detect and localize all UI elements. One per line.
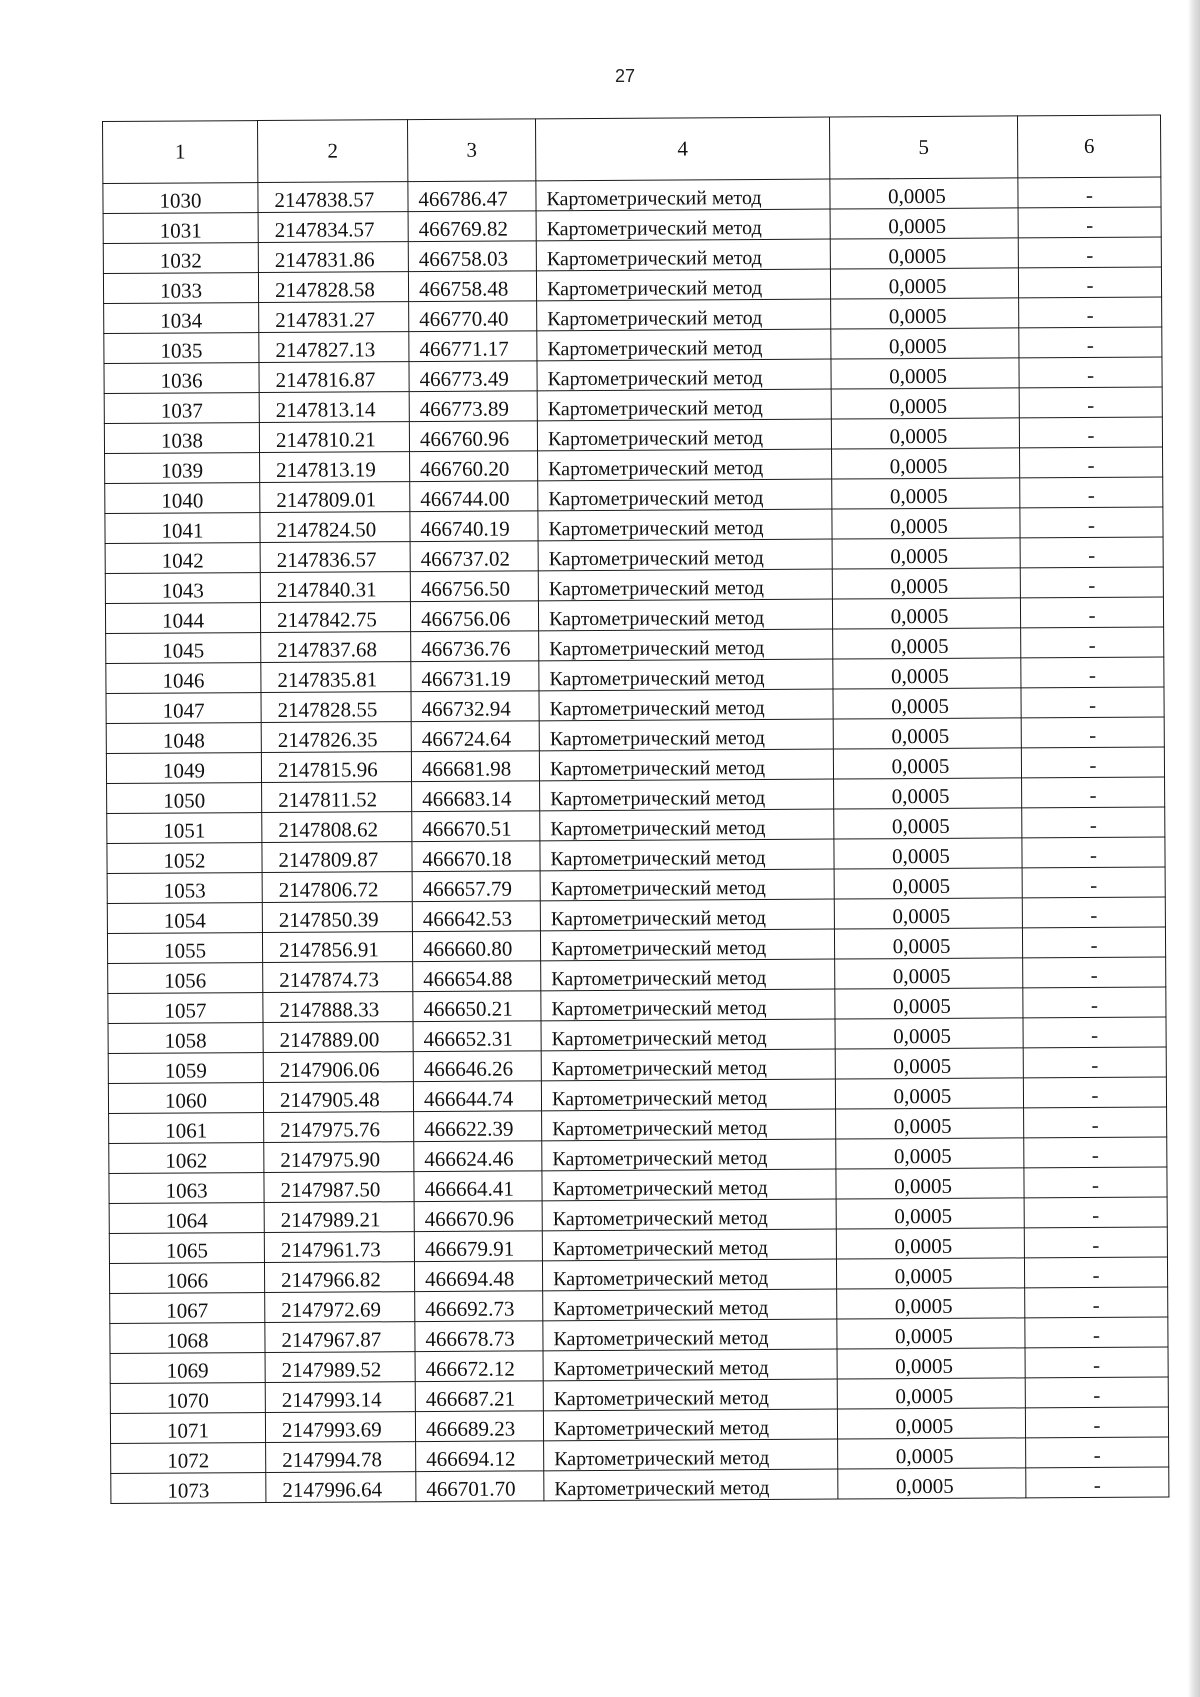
method-cell: Картометрический метод bbox=[544, 1469, 838, 1501]
y-coordinate-cell: 466670.51 bbox=[412, 811, 540, 842]
note-cell: - bbox=[1025, 1287, 1168, 1318]
x-coordinate-cell: 2147838.57 bbox=[258, 182, 408, 213]
scan-edge-shadow bbox=[1188, 0, 1200, 1697]
x-coordinate-cell: 2147889.00 bbox=[263, 1022, 413, 1053]
accuracy-cell: 0,0005 bbox=[830, 178, 1018, 209]
x-coordinate-cell: 2147987.50 bbox=[264, 1172, 414, 1203]
point-number-cell: 1040 bbox=[105, 483, 260, 514]
note-cell: - bbox=[1018, 177, 1161, 208]
x-coordinate-cell: 2147996.64 bbox=[266, 1472, 416, 1503]
x-coordinate-cell: 2147816.87 bbox=[259, 362, 409, 393]
column-header-2: 2 bbox=[258, 120, 408, 183]
x-coordinate-cell: 2147975.76 bbox=[264, 1112, 414, 1143]
note-cell: - bbox=[1023, 1077, 1166, 1108]
method-cell: Картометрический метод bbox=[542, 1259, 836, 1291]
x-coordinate-cell: 2147809.01 bbox=[260, 482, 410, 513]
y-coordinate-cell: 466773.49 bbox=[409, 361, 537, 392]
method-cell: Картометрический метод bbox=[538, 509, 832, 541]
x-coordinate-cell: 2147834.57 bbox=[258, 212, 408, 243]
note-cell: - bbox=[1018, 267, 1161, 298]
accuracy-cell: 0,0005 bbox=[833, 628, 1021, 659]
note-cell: - bbox=[1022, 927, 1165, 958]
accuracy-cell: 0,0005 bbox=[832, 508, 1020, 539]
note-cell: - bbox=[1025, 1347, 1168, 1378]
x-coordinate-cell: 2147842.75 bbox=[260, 602, 410, 633]
method-cell: Картометрический метод bbox=[538, 479, 832, 511]
method-cell: Картометрический метод bbox=[538, 569, 832, 601]
x-coordinate-cell: 2147874.73 bbox=[263, 962, 413, 993]
accuracy-cell: 0,0005 bbox=[832, 598, 1020, 629]
note-cell: - bbox=[1021, 747, 1164, 778]
accuracy-cell: 0,0005 bbox=[831, 358, 1019, 389]
method-cell: Картометрический метод bbox=[540, 779, 834, 811]
accuracy-cell: 0,0005 bbox=[834, 778, 1022, 809]
point-number-cell: 1057 bbox=[108, 993, 263, 1024]
note-cell: - bbox=[1022, 837, 1165, 868]
point-number-cell: 1061 bbox=[109, 1113, 264, 1144]
method-cell: Картометрический метод bbox=[537, 359, 831, 391]
method-cell: Картометрический метод bbox=[542, 1229, 836, 1261]
y-coordinate-cell: 466756.50 bbox=[410, 571, 538, 602]
y-coordinate-cell: 466769.82 bbox=[408, 211, 536, 242]
y-coordinate-cell: 466622.39 bbox=[414, 1111, 542, 1142]
point-number-cell: 1058 bbox=[108, 1023, 263, 1054]
point-number-cell: 1063 bbox=[109, 1173, 264, 1204]
accuracy-cell: 0,0005 bbox=[834, 838, 1022, 869]
method-cell: Картометрический метод bbox=[539, 719, 833, 751]
method-cell: Картометрический метод bbox=[539, 629, 833, 661]
note-cell: - bbox=[1022, 777, 1165, 808]
accuracy-cell: 0,0005 bbox=[834, 898, 1022, 929]
point-number-cell: 1046 bbox=[106, 663, 261, 694]
y-coordinate-cell: 466786.47 bbox=[408, 181, 536, 212]
x-coordinate-cell: 2147831.86 bbox=[258, 242, 408, 273]
point-number-cell: 1050 bbox=[107, 783, 262, 814]
y-coordinate-cell: 466652.31 bbox=[413, 1021, 541, 1052]
accuracy-cell: 0,0005 bbox=[834, 868, 1022, 899]
method-cell: Картометрический метод bbox=[543, 1409, 837, 1441]
accuracy-cell: 0,0005 bbox=[830, 238, 1018, 269]
accuracy-cell: 0,0005 bbox=[832, 538, 1020, 569]
point-number-cell: 1044 bbox=[105, 603, 260, 634]
x-coordinate-cell: 2147837.68 bbox=[261, 632, 411, 663]
point-number-cell: 1072 bbox=[111, 1443, 266, 1474]
y-coordinate-cell: 466694.48 bbox=[414, 1261, 542, 1292]
x-coordinate-cell: 2147967.87 bbox=[265, 1322, 415, 1353]
note-cell: - bbox=[1020, 537, 1163, 568]
method-cell: Картометрический метод bbox=[540, 869, 834, 901]
point-number-cell: 1041 bbox=[105, 513, 260, 544]
point-number-cell: 1045 bbox=[106, 633, 261, 664]
point-number-cell: 1035 bbox=[104, 333, 259, 364]
x-coordinate-cell: 2147850.39 bbox=[262, 902, 412, 933]
x-coordinate-cell: 2147966.82 bbox=[264, 1262, 414, 1293]
y-coordinate-cell: 466672.12 bbox=[415, 1351, 543, 1382]
x-coordinate-cell: 2147975.90 bbox=[264, 1142, 414, 1173]
accuracy-cell: 0,0005 bbox=[838, 1468, 1026, 1499]
y-coordinate-cell: 466692.73 bbox=[415, 1291, 543, 1322]
accuracy-cell: 0,0005 bbox=[830, 208, 1018, 239]
point-number-cell: 1054 bbox=[107, 903, 262, 934]
point-number-cell: 1073 bbox=[111, 1473, 266, 1504]
x-coordinate-cell: 2147906.06 bbox=[263, 1052, 413, 1083]
point-number-cell: 1048 bbox=[106, 723, 261, 754]
point-number-cell: 1059 bbox=[108, 1053, 263, 1084]
accuracy-cell: 0,0005 bbox=[835, 1048, 1023, 1079]
note-cell: - bbox=[1022, 807, 1165, 838]
accuracy-cell: 0,0005 bbox=[833, 718, 1021, 749]
note-cell: - bbox=[1019, 327, 1162, 358]
point-number-cell: 1055 bbox=[107, 933, 262, 964]
x-coordinate-cell: 2147827.13 bbox=[259, 332, 409, 363]
accuracy-cell: 0,0005 bbox=[833, 688, 1021, 719]
method-cell: Картометрический метод bbox=[536, 179, 830, 211]
note-cell: - bbox=[1024, 1227, 1167, 1258]
x-coordinate-cell: 2147835.81 bbox=[261, 662, 411, 693]
method-cell: Картометрический метод bbox=[541, 989, 835, 1021]
point-number-cell: 1071 bbox=[110, 1413, 265, 1444]
point-number-cell: 1032 bbox=[103, 243, 258, 274]
accuracy-cell: 0,0005 bbox=[836, 1168, 1024, 1199]
method-cell: Картометрический метод bbox=[537, 419, 831, 451]
method-cell: Картометрический метод bbox=[540, 809, 834, 841]
point-number-cell: 1053 bbox=[107, 873, 262, 904]
method-cell: Картометрический метод bbox=[538, 599, 832, 631]
accuracy-cell: 0,0005 bbox=[834, 928, 1022, 959]
point-number-cell: 1067 bbox=[110, 1293, 265, 1324]
y-coordinate-cell: 466642.53 bbox=[412, 901, 540, 932]
accuracy-cell: 0,0005 bbox=[835, 988, 1023, 1019]
note-cell: - bbox=[1024, 1137, 1167, 1168]
method-cell: Картометрический метод bbox=[538, 539, 832, 571]
method-cell: Картометрический метод bbox=[540, 839, 834, 871]
x-coordinate-cell: 2147809.87 bbox=[262, 842, 412, 873]
point-number-cell: 1064 bbox=[109, 1203, 264, 1234]
y-coordinate-cell: 466758.48 bbox=[408, 271, 536, 302]
point-number-cell: 1062 bbox=[109, 1143, 264, 1174]
accuracy-cell: 0,0005 bbox=[836, 1138, 1024, 1169]
x-coordinate-cell: 2147856.91 bbox=[262, 932, 412, 963]
y-coordinate-cell: 466771.17 bbox=[409, 331, 537, 362]
method-cell: Картометрический метод bbox=[542, 1139, 836, 1171]
point-number-cell: 1039 bbox=[105, 453, 260, 484]
point-number-cell: 1034 bbox=[104, 303, 259, 334]
x-coordinate-cell: 2147813.19 bbox=[260, 452, 410, 483]
y-coordinate-cell: 466760.20 bbox=[410, 451, 538, 482]
method-cell: Картометрический метод bbox=[539, 659, 833, 691]
point-number-cell: 1051 bbox=[107, 813, 262, 844]
point-number-cell: 1070 bbox=[110, 1383, 265, 1414]
point-number-cell: 1042 bbox=[105, 543, 260, 574]
y-coordinate-cell: 466731.19 bbox=[411, 661, 539, 692]
method-cell: Картометрический метод bbox=[537, 389, 831, 421]
x-coordinate-cell: 2147989.21 bbox=[264, 1202, 414, 1233]
x-coordinate-cell: 2147840.31 bbox=[260, 572, 410, 603]
note-cell: - bbox=[1025, 1377, 1168, 1408]
x-coordinate-cell: 2147808.62 bbox=[262, 812, 412, 843]
y-coordinate-cell: 466644.74 bbox=[413, 1081, 541, 1112]
x-coordinate-cell: 2147828.58 bbox=[258, 272, 408, 303]
note-cell: - bbox=[1021, 717, 1164, 748]
y-coordinate-cell: 466770.40 bbox=[409, 301, 537, 332]
method-cell: Картометрический метод bbox=[537, 299, 831, 331]
column-header-3: 3 bbox=[407, 119, 535, 182]
note-cell: - bbox=[1020, 507, 1163, 538]
accuracy-cell: 0,0005 bbox=[837, 1318, 1025, 1349]
y-coordinate-cell: 466760.96 bbox=[409, 421, 537, 452]
note-cell: - bbox=[1026, 1467, 1169, 1498]
point-number-cell: 1066 bbox=[109, 1263, 264, 1294]
column-header-5: 5 bbox=[829, 116, 1017, 179]
column-header-1: 1 bbox=[103, 121, 258, 184]
method-cell: Картометрический метод bbox=[542, 1199, 836, 1231]
method-cell: Картометрический метод bbox=[540, 929, 834, 961]
y-coordinate-cell: 466740.19 bbox=[410, 511, 538, 542]
y-coordinate-cell: 466681.98 bbox=[411, 751, 539, 782]
y-coordinate-cell: 466664.41 bbox=[414, 1171, 542, 1202]
note-cell: - bbox=[1019, 357, 1162, 388]
point-number-cell: 1030 bbox=[103, 183, 258, 214]
point-number-cell: 1038 bbox=[104, 423, 259, 454]
point-number-cell: 1037 bbox=[104, 393, 259, 424]
note-cell: - bbox=[1020, 597, 1163, 628]
x-coordinate-cell: 2147810.21 bbox=[259, 422, 409, 453]
y-coordinate-cell: 466683.14 bbox=[412, 781, 540, 812]
y-coordinate-cell: 466773.89 bbox=[409, 391, 537, 422]
method-cell: Картометрический метод bbox=[539, 689, 833, 721]
coordinates-table bbox=[102, 115, 1169, 1504]
header-row bbox=[103, 115, 1161, 183]
method-cell: Картометрический метод bbox=[536, 209, 830, 241]
point-number-cell: 1069 bbox=[110, 1353, 265, 1384]
point-number-cell: 1047 bbox=[106, 693, 261, 724]
y-coordinate-cell: 466687.21 bbox=[415, 1381, 543, 1412]
x-coordinate-cell: 2147813.14 bbox=[259, 392, 409, 423]
note-cell: - bbox=[1025, 1407, 1168, 1438]
accuracy-cell: 0,0005 bbox=[832, 448, 1020, 479]
accuracy-cell: 0,0005 bbox=[831, 388, 1019, 419]
note-cell: - bbox=[1023, 1047, 1166, 1078]
method-cell: Картометрический метод bbox=[541, 1079, 835, 1111]
accuracy-cell: 0,0005 bbox=[836, 1258, 1024, 1289]
x-coordinate-cell: 2147888.33 bbox=[263, 992, 413, 1023]
y-coordinate-cell: 466732.94 bbox=[411, 691, 539, 722]
table-body bbox=[103, 177, 1169, 1503]
accuracy-cell: 0,0005 bbox=[837, 1288, 1025, 1319]
accuracy-cell: 0,0005 bbox=[835, 958, 1023, 989]
accuracy-cell: 0,0005 bbox=[837, 1348, 1025, 1379]
y-coordinate-cell: 466650.21 bbox=[413, 991, 541, 1022]
accuracy-cell: 0,0005 bbox=[832, 478, 1020, 509]
table-header bbox=[103, 115, 1161, 183]
x-coordinate-cell: 2147824.50 bbox=[260, 512, 410, 543]
y-coordinate-cell: 466736.76 bbox=[411, 631, 539, 662]
x-coordinate-cell: 2147811.52 bbox=[262, 782, 412, 813]
y-coordinate-cell: 466689.23 bbox=[415, 1411, 543, 1442]
method-cell: Картометрический метод bbox=[536, 269, 830, 301]
accuracy-cell: 0,0005 bbox=[830, 268, 1018, 299]
method-cell: Картометрический метод bbox=[537, 329, 831, 361]
note-cell: - bbox=[1023, 987, 1166, 1018]
y-coordinate-cell: 466694.12 bbox=[416, 1441, 544, 1472]
column-header-4: 4 bbox=[535, 117, 829, 181]
method-cell: Картометрический метод bbox=[543, 1379, 837, 1411]
accuracy-cell: 0,0005 bbox=[831, 298, 1019, 329]
y-coordinate-cell: 466657.79 bbox=[412, 871, 540, 902]
note-cell: - bbox=[1018, 237, 1161, 268]
note-cell: - bbox=[1019, 297, 1162, 328]
method-cell: Картометрический метод bbox=[541, 1049, 835, 1081]
point-number-cell: 1052 bbox=[107, 843, 262, 874]
x-coordinate-cell: 2147815.96 bbox=[261, 752, 411, 783]
method-cell: Картометрический метод bbox=[539, 749, 833, 781]
note-cell: - bbox=[1020, 477, 1163, 508]
note-cell: - bbox=[1025, 1317, 1168, 1348]
y-coordinate-cell: 466654.88 bbox=[413, 961, 541, 992]
y-coordinate-cell: 466660.80 bbox=[412, 931, 540, 962]
note-cell: - bbox=[1020, 447, 1163, 478]
note-cell: - bbox=[1022, 867, 1165, 898]
method-cell: Картометрический метод bbox=[540, 899, 834, 931]
accuracy-cell: 0,0005 bbox=[837, 1378, 1025, 1409]
x-coordinate-cell: 2147828.55 bbox=[261, 692, 411, 723]
note-cell: - bbox=[1024, 1167, 1167, 1198]
accuracy-cell: 0,0005 bbox=[836, 1198, 1024, 1229]
y-coordinate-cell: 466670.18 bbox=[412, 841, 540, 872]
point-number-cell: 1033 bbox=[103, 273, 258, 304]
x-coordinate-cell: 2147994.78 bbox=[266, 1442, 416, 1473]
note-cell: - bbox=[1021, 687, 1164, 718]
x-coordinate-cell: 2147806.72 bbox=[262, 872, 412, 903]
point-number-cell: 1068 bbox=[110, 1323, 265, 1354]
note-cell: - bbox=[1020, 567, 1163, 598]
x-coordinate-cell: 2147836.57 bbox=[260, 542, 410, 573]
method-cell: Картометрический метод bbox=[542, 1109, 836, 1141]
point-number-cell: 1056 bbox=[108, 963, 263, 994]
accuracy-cell: 0,0005 bbox=[834, 808, 1022, 839]
y-coordinate-cell: 466678.73 bbox=[415, 1321, 543, 1352]
accuracy-cell: 0,0005 bbox=[831, 328, 1019, 359]
method-cell: Картометрический метод bbox=[543, 1349, 837, 1381]
note-cell: - bbox=[1021, 657, 1164, 688]
accuracy-cell: 0,0005 bbox=[833, 658, 1021, 689]
point-number-cell: 1036 bbox=[104, 363, 259, 394]
x-coordinate-cell: 2147993.69 bbox=[265, 1412, 415, 1443]
accuracy-cell: 0,0005 bbox=[832, 568, 1020, 599]
note-cell: - bbox=[1021, 627, 1164, 658]
accuracy-cell: 0,0005 bbox=[835, 1018, 1023, 1049]
y-coordinate-cell: 466646.26 bbox=[413, 1051, 541, 1082]
method-cell: Картометрический метод bbox=[536, 239, 830, 271]
x-coordinate-cell: 2147826.35 bbox=[261, 722, 411, 753]
x-coordinate-cell: 2147905.48 bbox=[263, 1082, 413, 1113]
note-cell: - bbox=[1019, 417, 1162, 448]
note-cell: - bbox=[1023, 957, 1166, 988]
accuracy-cell: 0,0005 bbox=[831, 418, 1019, 449]
method-cell: Картометрический метод bbox=[542, 1169, 836, 1201]
accuracy-cell: 0,0005 bbox=[833, 748, 1021, 779]
y-coordinate-cell: 466744.00 bbox=[410, 481, 538, 512]
y-coordinate-cell: 466737.02 bbox=[410, 541, 538, 572]
y-coordinate-cell: 466724.64 bbox=[411, 721, 539, 752]
method-cell: Картометрический метод bbox=[541, 1019, 835, 1051]
method-cell: Картометрический метод bbox=[538, 449, 832, 481]
accuracy-cell: 0,0005 bbox=[838, 1438, 1026, 1469]
x-coordinate-cell: 2147993.14 bbox=[265, 1382, 415, 1413]
x-coordinate-cell: 2147961.73 bbox=[264, 1232, 414, 1263]
y-coordinate-cell: 466624.46 bbox=[414, 1141, 542, 1172]
method-cell: Картометрический метод bbox=[543, 1289, 837, 1321]
column-header-6: 6 bbox=[1017, 115, 1160, 178]
y-coordinate-cell: 466756.06 bbox=[410, 601, 538, 632]
accuracy-cell: 0,0005 bbox=[836, 1108, 1024, 1139]
accuracy-cell: 0,0005 bbox=[837, 1408, 1025, 1439]
note-cell: - bbox=[1023, 1017, 1166, 1048]
y-coordinate-cell: 466701.70 bbox=[416, 1471, 544, 1502]
method-cell: Картометрический метод bbox=[541, 959, 835, 991]
table-row bbox=[111, 1467, 1169, 1503]
note-cell: - bbox=[1024, 1197, 1167, 1228]
point-number-cell: 1060 bbox=[108, 1083, 263, 1114]
point-number-cell: 1049 bbox=[106, 753, 261, 784]
note-cell: - bbox=[1026, 1437, 1169, 1468]
note-cell: - bbox=[1022, 897, 1165, 928]
page-number: 27 bbox=[614, 66, 636, 86]
point-number-cell: 1043 bbox=[105, 573, 260, 604]
accuracy-cell: 0,0005 bbox=[835, 1078, 1023, 1109]
note-cell: - bbox=[1019, 387, 1162, 418]
method-cell: Картометрический метод bbox=[543, 1319, 837, 1351]
note-cell: - bbox=[1018, 207, 1161, 238]
y-coordinate-cell: 466679.91 bbox=[414, 1231, 542, 1262]
point-number-cell: 1031 bbox=[103, 213, 258, 244]
accuracy-cell: 0,0005 bbox=[836, 1228, 1024, 1259]
x-coordinate-cell: 2147989.52 bbox=[265, 1352, 415, 1383]
note-cell: - bbox=[1024, 1107, 1167, 1138]
x-coordinate-cell: 2147831.27 bbox=[259, 302, 409, 333]
y-coordinate-cell: 466758.03 bbox=[408, 241, 536, 272]
method-cell: Картометрический метод bbox=[544, 1439, 838, 1471]
x-coordinate-cell: 2147972.69 bbox=[265, 1292, 415, 1323]
note-cell: - bbox=[1024, 1257, 1167, 1288]
point-number-cell: 1065 bbox=[109, 1233, 264, 1264]
y-coordinate-cell: 466670.96 bbox=[414, 1201, 542, 1232]
